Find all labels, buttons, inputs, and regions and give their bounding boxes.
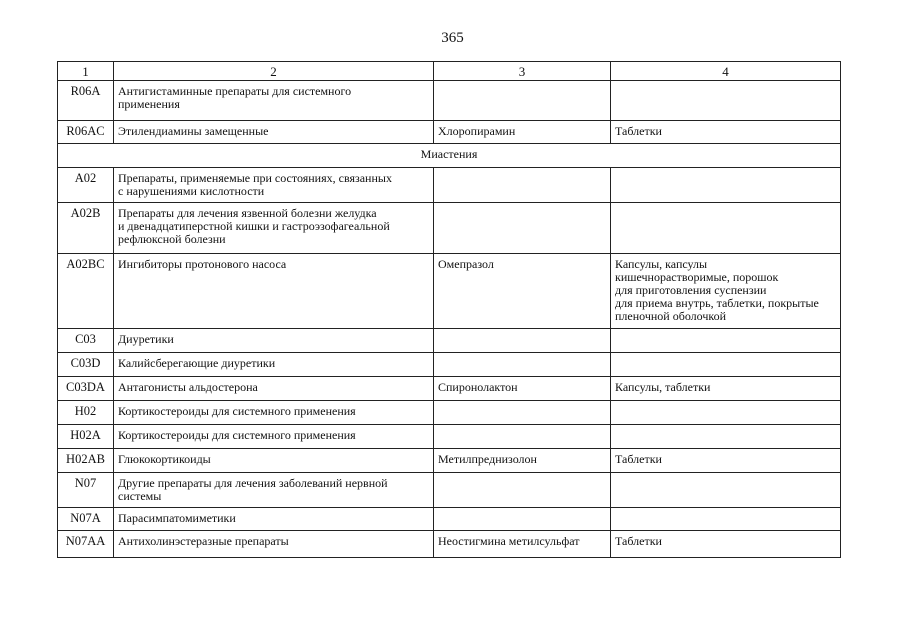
drug-name-cell xyxy=(434,353,611,377)
drug-name-cell xyxy=(434,401,611,425)
table-row xyxy=(58,425,841,449)
table-row xyxy=(58,254,841,329)
table-row xyxy=(58,508,841,531)
table-row xyxy=(58,449,841,473)
drug-name-cell xyxy=(434,425,611,449)
drug-name-cell: Метилпреднизолон xyxy=(434,449,611,473)
group-name-line: Антагонисты альдостерона xyxy=(118,380,258,394)
group-name-line: Ингибиторы протонового насоса xyxy=(118,257,287,271)
group-name-line: Парасимпатомиметики xyxy=(118,511,236,525)
table-body xyxy=(58,62,841,558)
atc-code-cell: A02 xyxy=(58,168,114,203)
dosage-form-cell xyxy=(611,377,841,401)
group-name-cell xyxy=(114,81,434,121)
dosage-form-line: для приготовления суспензии xyxy=(615,283,767,297)
dosage-form-cell xyxy=(611,121,841,144)
group-name-cell xyxy=(114,254,434,329)
group-name-cell xyxy=(114,353,434,377)
group-name-line: и двенадцатиперстной кишки и гастроэзофагеальной xyxy=(118,219,390,233)
atc-code-cell: R06A xyxy=(58,81,114,121)
drug-name-cell xyxy=(434,81,611,121)
group-name-line: с нарушениями кислотности xyxy=(118,184,265,198)
dosage-form-line: Таблетки xyxy=(615,452,662,466)
dosage-form-line: пленочной оболочкой xyxy=(615,309,727,323)
page-number: 365 xyxy=(441,30,464,46)
section-row xyxy=(58,144,841,168)
dosage-form-cell xyxy=(611,425,841,449)
table-row xyxy=(58,473,841,508)
table-row xyxy=(58,353,841,377)
group-name-line: Другие препараты для лечения заболеваний нервной xyxy=(118,476,388,490)
header-col-2: 2 xyxy=(114,62,434,81)
atc-code-cell: H02 xyxy=(58,401,114,425)
group-name-cell xyxy=(114,508,434,531)
dosage-form-cell xyxy=(611,329,841,353)
atc-code-cell: C03D xyxy=(58,353,114,377)
group-name-cell xyxy=(114,401,434,425)
drug-name-cell: Неостигмина метилсульфат xyxy=(434,531,611,558)
atc-code-cell: H02AB xyxy=(58,449,114,473)
drug-name-cell xyxy=(434,508,611,531)
atc-code-cell: C03DA xyxy=(58,377,114,401)
table-row xyxy=(58,168,841,203)
dosage-form-cell xyxy=(611,531,841,558)
drug-name-cell xyxy=(434,329,611,353)
drug-name-cell: Хлоропирамин xyxy=(434,121,611,144)
dosage-form-line: Капсулы, капсулы xyxy=(615,257,708,271)
group-name-line: Калийсберегающие диуретики xyxy=(118,356,276,370)
dosage-form-line: для приема внутрь, таблетки, покрытые xyxy=(615,296,819,310)
group-name-line: применения xyxy=(118,97,180,111)
drug-name-cell: Омепразол xyxy=(434,254,611,329)
table-row xyxy=(58,81,841,121)
drug-name-cell xyxy=(434,168,611,203)
group-name-line: рефлюксной болезни xyxy=(118,232,226,246)
atc-code-cell: A02B xyxy=(58,203,114,254)
atc-code-cell: N07A xyxy=(58,508,114,531)
group-name-line: Кортикостероиды для системного применения xyxy=(118,428,356,442)
table-row xyxy=(58,531,841,558)
dosage-form-line: кишечнорастворимые, порошок xyxy=(615,270,779,284)
atc-code-cell: H02A xyxy=(58,425,114,449)
table-row xyxy=(58,377,841,401)
dosage-form-line: Капсулы, таблетки xyxy=(615,380,711,394)
header-col-4: 4 xyxy=(611,62,841,81)
table-row xyxy=(58,329,841,353)
group-name-line: Препараты, применяемые при состояниях, связанных xyxy=(118,171,392,185)
table-row xyxy=(58,121,841,144)
group-name-line: Диуретики xyxy=(118,332,174,346)
dosage-form-cell xyxy=(611,353,841,377)
header-row xyxy=(58,62,841,81)
group-name-cell xyxy=(114,425,434,449)
group-name-line: Препараты для лечения язвенной болезни желудка xyxy=(118,206,377,220)
header-col-3: 3 xyxy=(434,62,611,81)
dosage-form-line: Таблетки xyxy=(615,534,662,548)
dosage-form-cell xyxy=(611,81,841,121)
atc-code-cell: A02BC xyxy=(58,254,114,329)
drug-name-cell xyxy=(434,473,611,508)
group-name-cell xyxy=(114,473,434,508)
table-row xyxy=(58,203,841,254)
dosage-form-cell xyxy=(611,508,841,531)
group-name-line: Кортикостероиды для системного применения xyxy=(118,404,356,418)
dosage-form-cell xyxy=(611,401,841,425)
drug-name-cell: Спиронолактон xyxy=(434,377,611,401)
group-name-line: Этилендиамины замещенные xyxy=(118,124,269,138)
dosage-form-cell xyxy=(611,168,841,203)
atc-code-cell: C03 xyxy=(58,329,114,353)
group-name-cell xyxy=(114,377,434,401)
group-name-line: системы xyxy=(118,489,162,503)
group-name-line: Антихолинэстеразные препараты xyxy=(118,534,289,548)
dosage-form-cell xyxy=(611,203,841,254)
dosage-form-line: Таблетки xyxy=(615,124,662,138)
group-name-cell xyxy=(114,531,434,558)
group-name-cell xyxy=(114,168,434,203)
atc-code-cell: N07 xyxy=(58,473,114,508)
table-row xyxy=(58,401,841,425)
dosage-form-cell xyxy=(611,449,841,473)
section-title: Миастения xyxy=(58,144,841,168)
atc-code-cell: N07AA xyxy=(58,531,114,558)
group-name-cell xyxy=(114,449,434,473)
drug-name-cell xyxy=(434,203,611,254)
header-col-1: 1 xyxy=(58,62,114,81)
group-name-cell xyxy=(114,203,434,254)
group-name-line: Антигистаминные препараты для системного xyxy=(118,84,352,98)
dosage-form-cell xyxy=(611,473,841,508)
group-name-cell xyxy=(114,329,434,353)
atc-code-cell: R06AC xyxy=(58,121,114,144)
dosage-form-cell xyxy=(611,254,841,329)
group-name-line: Глюкокортикоиды xyxy=(118,452,211,466)
group-name-cell xyxy=(114,121,434,144)
drug-table xyxy=(57,61,841,558)
